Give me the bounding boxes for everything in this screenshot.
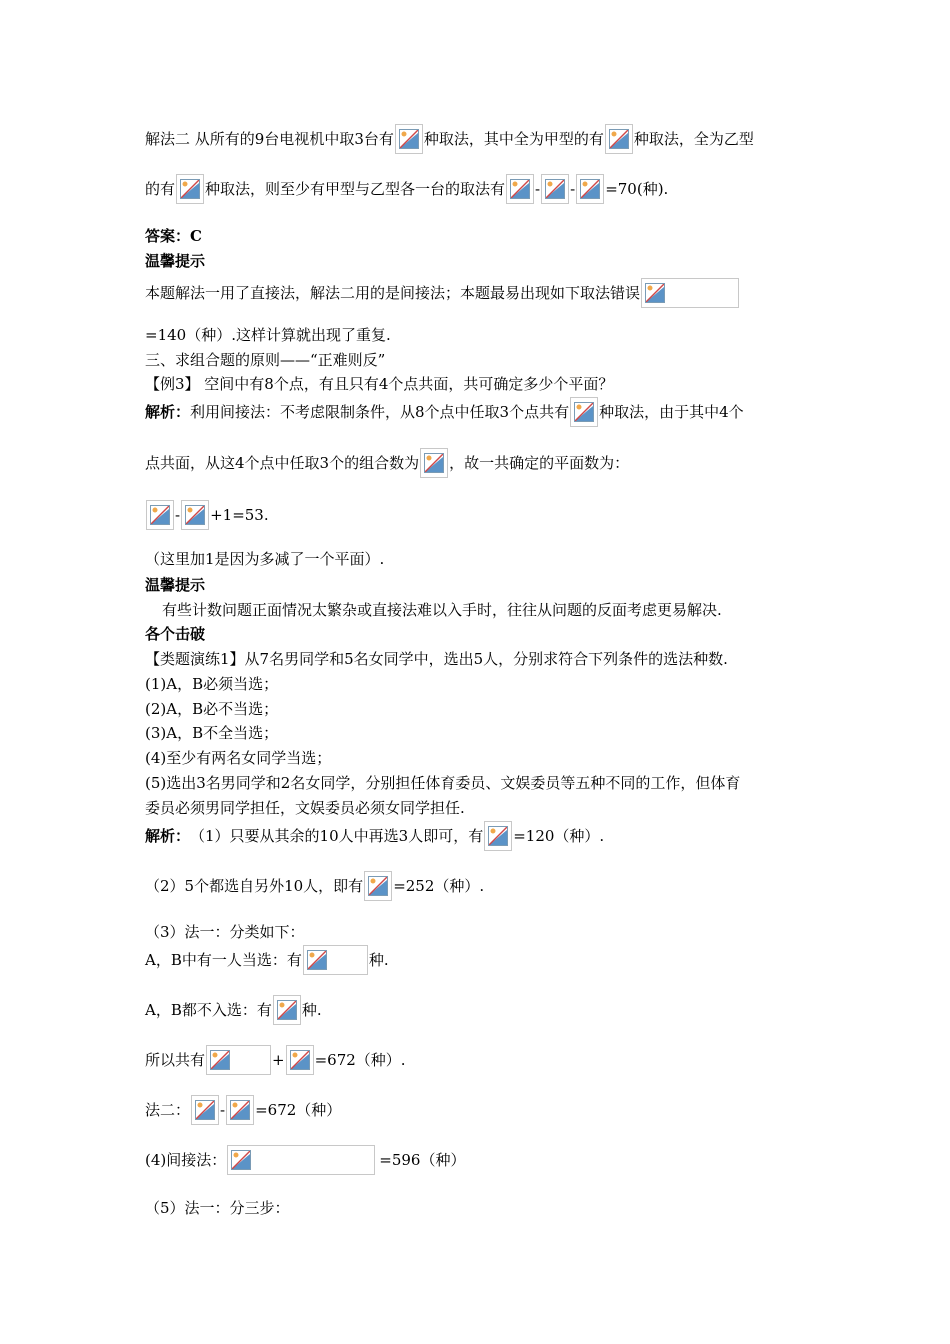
text: （1）只要从其余的10人中再选3人即可，有	[190, 826, 484, 845]
analysis-label: 解析：	[145, 826, 191, 845]
line-31: （5）法一：分三步：	[145, 1198, 290, 1217]
text: 所以共有	[145, 1050, 206, 1069]
text: ，故一共确定的平面数为：	[449, 453, 630, 472]
text: -	[220, 1100, 226, 1119]
text: 的有	[145, 179, 176, 198]
item-1: (1)A，B必须当选；	[145, 674, 279, 693]
broken-image-glyph	[489, 827, 507, 845]
text: =672（种）.	[314, 1050, 406, 1069]
item-5-cont: 委员必须男同学担任，文娱委员必须女同学担任.	[145, 798, 465, 817]
text: A，B都不入选：有	[145, 1000, 272, 1019]
broken-image-glyph	[369, 877, 387, 895]
formula-image-icon	[570, 397, 598, 427]
breakthrough-heading: 各个击破	[145, 624, 206, 643]
text: 种取法，则至少有甲型与乙型各一台的取法有	[205, 179, 506, 198]
tip-heading-2: 温馨提示	[145, 575, 206, 594]
formula-image-icon	[227, 1145, 375, 1175]
text: 本题解法一用了直接法，解法二用的是间接法；本题最易出现如下取法错误	[145, 283, 641, 302]
formula-image-icon	[641, 278, 739, 308]
text: =70(种).	[605, 179, 669, 198]
text: =120（种）.	[513, 826, 605, 845]
broken-image-glyph	[232, 1151, 250, 1169]
broken-image-glyph	[231, 1101, 249, 1119]
text: 种.	[301, 1000, 322, 1019]
line-23	[145, 824, 604, 848]
text: =252（种）.	[393, 876, 485, 895]
line-29	[145, 1098, 341, 1122]
line-25: （3）法一：分类如下：	[145, 922, 305, 941]
text: -	[535, 179, 541, 198]
text: 点共面，从这4个点中任取3个的组合数为	[145, 453, 420, 472]
text: 种取法，全为乙型	[633, 129, 754, 148]
broken-image-glyph	[308, 951, 326, 969]
tip-heading: 温馨提示	[145, 251, 206, 270]
line-14: 有些计数问题正面情况太繁杂或直接法难以入手时，往往从问题的反面考虑更易解决.	[162, 600, 722, 619]
text: （2）5个都选自另外10人，即有	[145, 876, 364, 895]
line-27	[145, 998, 322, 1022]
formula-image-icon	[146, 500, 174, 530]
formula-image-icon	[303, 945, 368, 975]
formula-image-icon	[395, 124, 423, 154]
broken-image-glyph	[511, 180, 529, 198]
text: =672（种）	[255, 1100, 342, 1119]
formula-image-icon	[484, 821, 512, 851]
text: 种取法，其中全为甲型的有	[423, 129, 604, 148]
formula-image-icon	[226, 1095, 254, 1125]
broken-image-glyph	[400, 130, 418, 148]
text: -	[175, 505, 181, 524]
analysis-label: 解析：	[145, 402, 191, 421]
formula-image-icon	[541, 174, 569, 204]
formula-image-icon	[576, 174, 604, 204]
formula-image-icon	[176, 174, 204, 204]
text: 种取法，由于其中4个	[599, 402, 744, 421]
formula-image-icon	[206, 1045, 271, 1075]
formula-image-icon	[420, 448, 448, 478]
section-heading: 三、求组合题的原则——“正难则反”	[145, 350, 386, 369]
line-2	[145, 177, 668, 201]
formula-image-icon	[191, 1095, 219, 1125]
text: +1=53.	[210, 505, 269, 524]
text: -	[570, 179, 576, 198]
text: +	[272, 1050, 285, 1069]
formula-image-icon	[364, 871, 392, 901]
line-6: =140（种）.这样计算就出现了重复.	[145, 325, 391, 344]
text: (4)间接法：	[145, 1150, 227, 1169]
broken-image-glyph	[151, 506, 169, 524]
line-11	[145, 503, 269, 527]
item-3: (3)A，B不全当选；	[145, 723, 279, 742]
broken-image-glyph	[278, 1001, 296, 1019]
line-1	[145, 127, 754, 151]
broken-image-glyph	[291, 1051, 309, 1069]
line-12: （这里加1是因为多减了一个平面）.	[145, 549, 385, 568]
line-10	[145, 451, 629, 475]
text: 解法二 从所有的9台电视机中取3台有	[145, 129, 394, 148]
broken-image-glyph	[211, 1051, 229, 1069]
formula-image-icon	[506, 174, 534, 204]
text: 利用间接法：不考虑限制条件，从8个点中任取3个点共有	[190, 402, 570, 421]
text: =596（种）	[379, 1150, 466, 1169]
formula-image-icon	[273, 995, 301, 1025]
line-30	[145, 1148, 465, 1172]
formula-image-icon	[181, 500, 209, 530]
broken-image-glyph	[181, 180, 199, 198]
broken-image-glyph	[581, 180, 599, 198]
formula-image-icon	[286, 1045, 314, 1075]
line-5	[145, 281, 740, 305]
line-28	[145, 1048, 406, 1072]
broken-image-glyph	[575, 403, 593, 421]
text: 法二：	[145, 1100, 191, 1119]
formula-image-icon	[605, 124, 633, 154]
item-2: (2)A，B必不当选；	[145, 699, 279, 718]
exercise-1: 【类题演练1】从7名男同学和5名女同学中，选出5人，分别求符合下列条件的选法种数.	[145, 649, 728, 668]
broken-image-glyph	[186, 506, 204, 524]
line-24	[145, 874, 484, 898]
broken-image-glyph	[196, 1101, 214, 1119]
text: 种.	[368, 950, 389, 969]
text: A，B中有一人当选：有	[145, 950, 302, 969]
broken-image-glyph	[546, 180, 564, 198]
answer-line: 答案：C	[145, 226, 202, 245]
example-3: 【例3】 空间中有8个点，有且只有4个点共面，共可确定多少个平面？	[145, 374, 614, 393]
broken-image-glyph	[425, 454, 443, 472]
line-26	[145, 948, 389, 972]
line-9	[145, 400, 744, 424]
broken-image-glyph	[610, 130, 628, 148]
broken-image-glyph	[646, 284, 664, 302]
item-5: (5)选出3名男同学和2名女同学，分别担任体育委员、文娱委员等五种不同的工作，但体育	[145, 773, 741, 792]
item-4: (4)至少有两名女同学当选；	[145, 748, 332, 767]
